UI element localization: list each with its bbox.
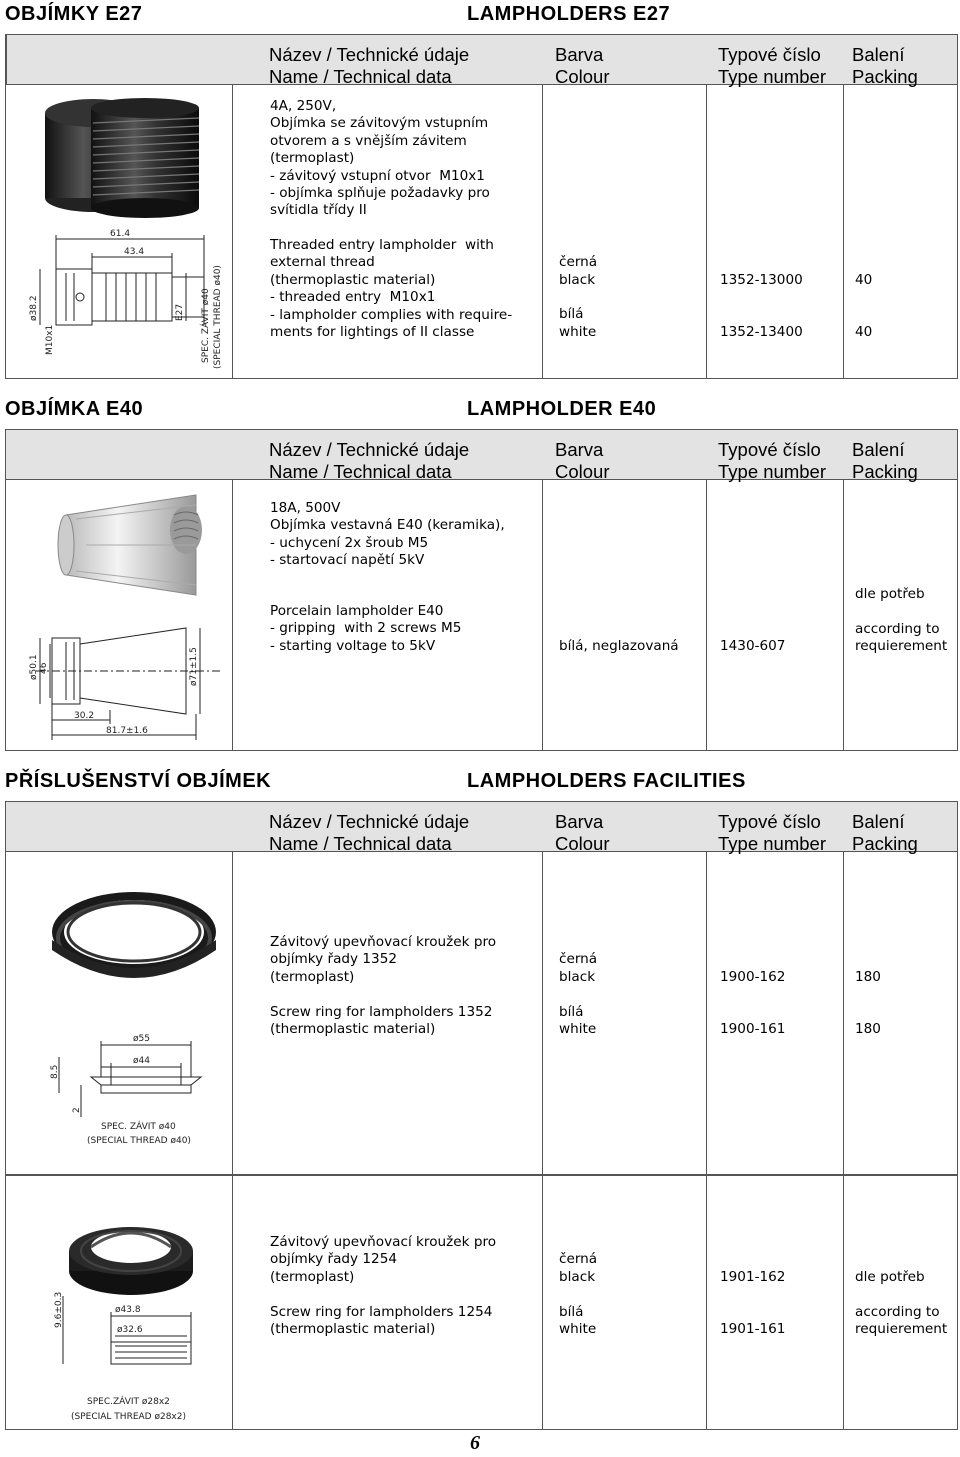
ring-1352-colour2-en: white — [559, 1021, 597, 1037]
ring-1254-pack2b: requierement — [855, 1321, 948, 1337]
dim-9-6: 9.6±0.3 — [54, 1291, 64, 1328]
screw-ring-1352-photo — [46, 882, 226, 992]
dim-special-thread: (SPECIAL THREAD ø40) — [213, 265, 223, 369]
ring-1352-pack1: 180 — [855, 969, 881, 985]
dim-43-4: 43.4 — [124, 247, 145, 257]
header-name-cz: Název / Technické údaje — [269, 439, 470, 460]
colour2-en: white — [559, 324, 597, 340]
lampholder-e27-photo — [31, 93, 211, 223]
header-colour-cz: Barva — [555, 811, 604, 832]
ring-1352-type1: 1900-162 — [720, 969, 786, 985]
header-type-en: Type number — [718, 833, 826, 854]
desc-ring-1352-en: Screw ring for lampholders 1352 (thermoplastic material) — [270, 1004, 493, 1038]
desc-ring-1254-cz: Závitový upevňovací kroužek pro objímky řady 1254 (termoplast) — [270, 1234, 497, 1285]
ring-1254-colour2-cz: bílá — [559, 1304, 584, 1320]
header-type-en: Type number — [718, 461, 826, 482]
page-number: 6 — [470, 1432, 480, 1454]
header-type-cz: Typové číslo — [718, 439, 821, 460]
packing-1: 40 — [855, 272, 873, 288]
header-pack-en: Packing — [852, 461, 918, 482]
dim-32-6: ø32.6 — [117, 1325, 143, 1335]
ring-1254-type1: 1901-162 — [720, 1269, 786, 1285]
ring-1254-pack2a: according to — [855, 1304, 940, 1320]
ring-1254-colour1-en: black — [559, 1269, 596, 1285]
header-colour-cz: Barva — [555, 439, 604, 460]
ring-1254-type2: 1901-161 — [720, 1321, 786, 1337]
dim-30-2: 30.2 — [74, 711, 95, 721]
dim-spec-thread-28: SPEC.ZÁVIT ø28x2 — [87, 1397, 170, 1407]
section-title-lampholder-e40: LAMPHOLDER E40 — [467, 398, 657, 420]
table-header — [5, 801, 958, 852]
table-header — [5, 34, 958, 85]
header-pack-en: Packing — [852, 833, 918, 854]
desc-e27-en: Threaded entry lampholder with external thread (thermoplastic material) - threaded entry M10x1 - lampholder complies with require- ments for lightings of II classe — [270, 237, 513, 341]
section-title-facilities: LAMPHOLDERS FACILITIES — [467, 770, 746, 792]
header-pack-cz: Balení — [852, 811, 905, 832]
header-type-cz: Typové číslo — [718, 811, 821, 832]
header-name-en: Name / Technical data — [269, 66, 452, 87]
desc-e40-cz: 18A, 500V Objímka vestavná E40 (keramika), - uchycení 2x šroub M5 - startovací napětí 5kV — [270, 500, 505, 569]
dim-spec-thread: SPEC. ZÁVIT ø40 — [201, 288, 211, 363]
section-title-objimka-e40: OBJÍMKA E40 — [5, 398, 144, 420]
dim-46: 46 — [39, 662, 49, 674]
dim-m10x1: M10x1 — [45, 324, 55, 355]
colour2-cz: bílá — [559, 306, 584, 322]
dim-43-8: ø43.8 — [115, 1305, 141, 1315]
screw-ring-1352-drawing — [41, 1027, 231, 1157]
section-title-objimky-e27: OBJÍMKY E27 — [5, 3, 143, 25]
type-number-2: 1352-13400 — [720, 324, 803, 340]
desc-e40-en: Porcelain lampholder E40 - gripping with 2 screws M5 - starting voltage to 5kV — [270, 603, 462, 654]
table-body-ring-1254 — [5, 1175, 958, 1430]
section-title-lampholders-e27: LAMPHOLDERS E27 — [467, 3, 671, 25]
header-colour-cz: Barva — [555, 44, 604, 65]
dim-55: ø55 — [133, 1034, 150, 1044]
packing-2: 40 — [855, 324, 873, 340]
header-colour-en: Colour — [555, 461, 610, 482]
header-pack-cz: Balení — [852, 44, 905, 65]
dim-2: 2 — [72, 1107, 82, 1113]
header-name-cz: Název / Technické údaje — [269, 44, 470, 65]
desc-ring-1352-cz: Závitový upevňovací kroužek pro objímky řady 1352 (termoplast) — [270, 934, 497, 985]
desc-ring-1254-en: Screw ring for lampholders 1254 (thermoplastic material) — [270, 1304, 493, 1338]
table-header — [5, 429, 958, 480]
packing-e40-en1: according to — [855, 621, 940, 637]
ring-1352-colour2-cz: bílá — [559, 1004, 584, 1020]
dim-spec-thread-40: SPEC. ZÁVIT ø40 — [101, 1122, 176, 1132]
type-number-e40: 1430-607 — [720, 638, 786, 654]
colour1-cz: černá — [559, 254, 598, 270]
header-type-cz: Typové číslo — [718, 44, 821, 65]
ring-1254-colour1-cz: černá — [559, 1251, 598, 1267]
dim-8-5: 8.5 — [50, 1064, 60, 1079]
colour-e40: bílá, neglazovaná — [559, 638, 679, 654]
lampholder-e27-drawing — [16, 225, 226, 375]
dim-81-7: 81.7±1.6 — [106, 726, 148, 736]
header-name-en: Name / Technical data — [269, 833, 452, 854]
ring-1254-pack1: dle potřeb — [855, 1269, 925, 1285]
header-pack-cz: Balení — [852, 439, 905, 460]
packing-e40-en2: requierement — [855, 638, 948, 654]
type-number-1: 1352-13000 — [720, 272, 803, 288]
ring-1352-type2: 1900-161 — [720, 1021, 786, 1037]
table-body-ring-1352 — [5, 852, 958, 1175]
lampholder-e40-drawing — [26, 620, 226, 745]
header-type-en: Type number — [718, 66, 826, 87]
header-name-cz: Název / Technické údaje — [269, 811, 470, 832]
header-name-en: Name / Technical data — [269, 461, 452, 482]
dim-special-thread-40: (SPECIAL THREAD ø40) — [87, 1136, 191, 1146]
ring-1352-colour1-cz: černá — [559, 951, 598, 967]
table-body-e40 — [5, 480, 958, 751]
screw-ring-1254-drawing — [41, 1286, 231, 1426]
packing-e40-cz: dle potřeb — [855, 586, 925, 602]
ring-1352-pack2: 180 — [855, 1021, 881, 1037]
section-title-prislusenstvi: PŘÍSLUŠENSTVÍ OBJÍMEK — [5, 770, 272, 792]
ring-1254-colour2-en: white — [559, 1321, 597, 1337]
table-body-e27 — [5, 85, 958, 379]
dim-44: ø44 — [133, 1056, 150, 1066]
dim-61-4: 61.4 — [110, 229, 131, 239]
dim-50-1: ø50.1 — [29, 654, 39, 680]
ring-1352-colour1-en: black — [559, 969, 596, 985]
desc-e27-cz: 4A, 250V, Objímka se závitovým vstupním otvorem a s vnějším závitem (termoplast) - závitový vstupní otvor M10x1 - objímka splňuje požadavky pro svítidla třídy II — [270, 98, 490, 219]
dim-38-2: ø38.2 — [29, 295, 39, 321]
header-pack-en: Packing — [852, 66, 918, 87]
dim-e27: E27 — [175, 303, 185, 321]
colour1-en: black — [559, 272, 596, 288]
dim-special-thread-28: (SPECIAL THREAD ø28x2) — [71, 1412, 186, 1422]
header-colour-en: Colour — [555, 66, 610, 87]
lampholder-e40-photo — [46, 485, 216, 605]
header-colour-en: Colour — [555, 833, 610, 854]
dim-71: ø71±1.5 — [189, 647, 199, 686]
